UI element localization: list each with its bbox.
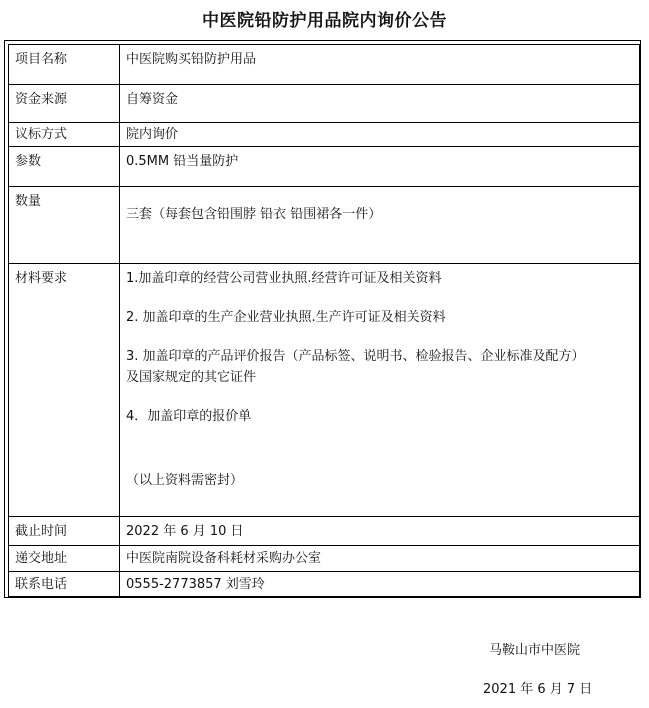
quantity-text: 三套（每套包含铅围脖 铅衣 铅围裙各一件） — [126, 207, 382, 222]
table-row — [9, 517, 640, 546]
materials-item-2: 2. 加盖印章的生产企业营业执照.生产许可证及相关资料 — [126, 310, 446, 325]
table-row — [9, 147, 640, 187]
issuer-organization: 马鞍山市中医院 — [489, 643, 581, 658]
issue-date: 2021 年 6 月 7 日 — [483, 682, 593, 697]
row-value-address: 中医院南院设备科耗材采购办公室 — [120, 546, 640, 572]
row-value-contact: 0555-2773857 刘雪玲 — [120, 572, 640, 597]
row-label-deadline: 截止时间 — [9, 517, 120, 546]
row-label-contact: 联系电话 — [9, 572, 120, 597]
row-value-project: 中医院购买铅防护用品 — [120, 45, 640, 85]
table-row — [9, 187, 640, 264]
table-row — [9, 45, 640, 85]
table-row — [9, 546, 640, 572]
materials-item-1: 1.加盖印章的经营公司营业执照.经营许可证及相关资料 — [126, 271, 442, 286]
materials-item-4: 4．加盖印章的报价单 — [126, 409, 252, 424]
table-row — [9, 572, 640, 597]
table-row — [9, 123, 640, 147]
row-label-quantity: 数量 — [9, 187, 120, 264]
row-label-address: 递交地址 — [9, 546, 120, 572]
row-label-project: 项目名称 — [9, 45, 120, 85]
row-label-params: 参数 — [9, 147, 120, 187]
row-label-materials: 材料要求 — [9, 264, 120, 517]
row-label-funding: 资金来源 — [9, 85, 120, 123]
materials-note: （以上资料需密封） — [126, 473, 244, 488]
row-value-deadline: 2022 年 6 月 10 日 — [120, 517, 640, 546]
row-label-method: 议标方式 — [9, 123, 120, 147]
table-row — [9, 85, 640, 123]
row-value-funding: 自筹资金 — [120, 85, 640, 123]
row-value-quantity — [120, 187, 640, 264]
table-row — [9, 264, 640, 517]
row-value-params: 0.5MM 铅当量防护 — [120, 147, 640, 187]
row-value-method: 院内询价 — [120, 123, 640, 147]
materials-item-3: 3. 加盖印章的产品评价报告（产品标签、说明书、检验报告、企业标准及配方） — [126, 349, 585, 364]
inquiry-table — [8, 44, 640, 597]
page-title: 中医院铅防护用品院内询价公告 — [202, 11, 447, 31]
row-value-materials — [120, 264, 640, 517]
materials-item-3-continued: 及国家规定的其它证件 — [126, 370, 257, 385]
